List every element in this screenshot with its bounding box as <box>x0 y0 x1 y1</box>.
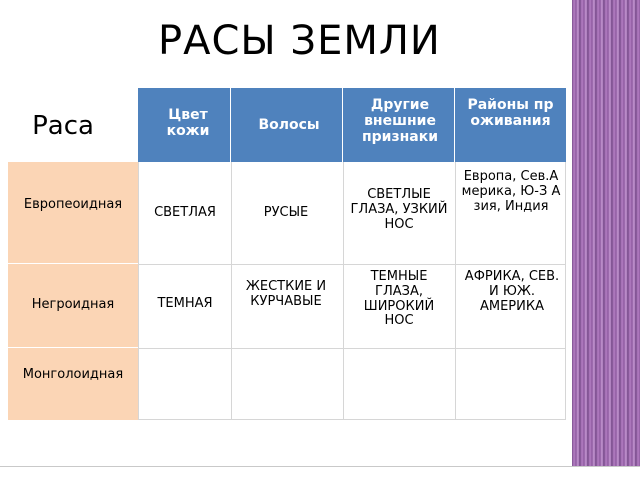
race-cell-negroid <box>8 264 138 348</box>
race-cell-europeoid <box>8 162 138 264</box>
corner-label: Раса <box>32 111 94 141</box>
corner-cell <box>8 88 138 162</box>
cell-features-row2: ТЕМНЫЕ ГЛАЗА, ШИРОКИЙ НОС <box>363 269 435 329</box>
cell-skin-row1: СВЕТЛАЯ <box>154 205 216 220</box>
cell-regions-row2: АФРИКА, СЕВ. И ЮЖ. АМЕРИКА <box>464 269 560 314</box>
header-cell-skin <box>138 88 231 162</box>
cell-features-row1: СВЕТЛЫЕ ГЛАЗА, УЗКИЙ НОС <box>350 187 448 232</box>
race-label-europeoid: Европеоидная <box>23 197 123 212</box>
race-cell-mongoloid <box>8 348 138 420</box>
row-divider <box>138 264 566 265</box>
row-divider <box>138 348 566 349</box>
header-cell-hair <box>231 88 343 162</box>
header-label-regions: Районы проживания <box>467 97 554 129</box>
column-divider <box>231 162 232 420</box>
header-cell-features <box>343 88 455 162</box>
cell-hair-row1: РУСЫЕ <box>263 205 309 220</box>
race-label-negroid: Негроидная <box>31 297 115 312</box>
cell-regions-row1: Европа, Сев.Америка, Ю-З Азия, Индия <box>461 169 561 214</box>
column-divider <box>343 162 344 420</box>
header-label-skin: Цвет кожи <box>166 107 210 139</box>
page-title: РАСЫ ЗЕМЛИ <box>158 18 441 64</box>
cell-skin-row2: ТЕМНАЯ <box>157 296 213 311</box>
header-label-features: Другие внешние признаки <box>361 97 439 145</box>
column-divider <box>455 162 456 420</box>
header-label-hair: Волосы <box>258 117 320 133</box>
race-label-mongoloid: Монголоидная <box>22 367 124 382</box>
cell-hair-row2: ЖЕСТКИЕ И КУРЧАВЫЕ <box>245 279 327 309</box>
decorative-side-strip <box>572 0 640 480</box>
slide-bottom-edge <box>0 466 640 481</box>
header-cell-regions <box>455 88 566 162</box>
